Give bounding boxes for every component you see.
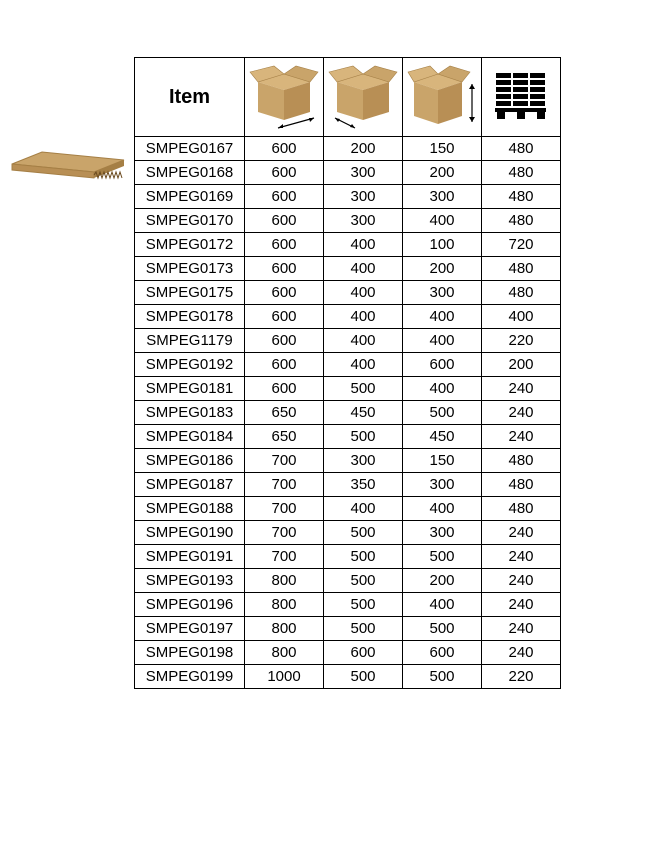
height-cell: 200 <box>403 161 482 185</box>
pallet-quantity-cell: 480 <box>482 161 561 185</box>
width-cell: 500 <box>324 425 403 449</box>
table-row <box>135 665 561 689</box>
box-length-icon <box>248 62 320 132</box>
table-row <box>135 473 561 497</box>
item-code-cell: SMPEG0198 <box>135 641 245 665</box>
width-cell: 500 <box>324 617 403 641</box>
item-code-cell: SMPEG0197 <box>135 617 245 641</box>
item-code-cell: SMPEG0184 <box>135 425 245 449</box>
table-row <box>135 329 561 353</box>
table-row <box>135 233 561 257</box>
item-code-cell: SMPEG0172 <box>135 233 245 257</box>
height-cell: 400 <box>403 329 482 353</box>
pallet-stack-icon <box>494 71 548 123</box>
length-cell: 600 <box>245 353 324 377</box>
height-cell: 300 <box>403 473 482 497</box>
length-cell: 800 <box>245 617 324 641</box>
width-cell: 400 <box>324 497 403 521</box>
table-row <box>135 617 561 641</box>
table-row <box>135 137 561 161</box>
height-cell: 450 <box>403 425 482 449</box>
item-code-cell: SMPEG0191 <box>135 545 245 569</box>
length-cell: 600 <box>245 257 324 281</box>
length-cell: 700 <box>245 545 324 569</box>
item-code-cell: SMPEG0178 <box>135 305 245 329</box>
pallet-quantity-cell: 240 <box>482 545 561 569</box>
length-cell: 600 <box>245 185 324 209</box>
width-cell: 200 <box>324 137 403 161</box>
table-row <box>135 641 561 665</box>
length-cell: 600 <box>245 305 324 329</box>
table-row <box>135 521 561 545</box>
height-cell: 400 <box>403 305 482 329</box>
height-cell: 400 <box>403 377 482 401</box>
item-code-cell: SMPEG0170 <box>135 209 245 233</box>
pallet-quantity-cell: 200 <box>482 353 561 377</box>
length-column-header <box>245 58 324 137</box>
length-cell: 800 <box>245 593 324 617</box>
box-width-icon <box>327 62 399 132</box>
pallet-quantity-cell: 480 <box>482 497 561 521</box>
width-column-header <box>324 58 403 137</box>
table-row <box>135 305 561 329</box>
height-cell: 600 <box>403 641 482 665</box>
length-cell: 800 <box>245 569 324 593</box>
height-cell: 300 <box>403 281 482 305</box>
length-cell: 600 <box>245 137 324 161</box>
item-code-cell: SMPEG0183 <box>135 401 245 425</box>
pallet-quantity-cell: 240 <box>482 425 561 449</box>
height-cell: 300 <box>403 521 482 545</box>
product-spec-table <box>134 57 561 689</box>
pallet-quantity-cell: 240 <box>482 593 561 617</box>
length-cell: 700 <box>245 449 324 473</box>
item-code-cell: SMPEG0199 <box>135 665 245 689</box>
height-cell: 500 <box>403 665 482 689</box>
height-cell: 150 <box>403 449 482 473</box>
table-header-row <box>135 58 561 137</box>
item-code-cell: SMPEG0193 <box>135 569 245 593</box>
pallet-quantity-cell: 240 <box>482 401 561 425</box>
width-cell: 400 <box>324 281 403 305</box>
width-cell: 300 <box>324 185 403 209</box>
width-cell: 500 <box>324 593 403 617</box>
pallet-quantity-cell: 480 <box>482 257 561 281</box>
height-cell: 100 <box>403 233 482 257</box>
item-code-cell: SMPEG0168 <box>135 161 245 185</box>
table-row <box>135 545 561 569</box>
table-row <box>135 209 561 233</box>
length-cell: 600 <box>245 281 324 305</box>
height-cell: 500 <box>403 617 482 641</box>
item-code-cell: SMPEG0175 <box>135 281 245 305</box>
length-cell: 700 <box>245 497 324 521</box>
height-cell: 200 <box>403 569 482 593</box>
corrugated-board-icon <box>10 138 125 188</box>
pallet-quantity-cell: 480 <box>482 281 561 305</box>
height-cell: 500 <box>403 401 482 425</box>
pallet-quantity-cell: 480 <box>482 449 561 473</box>
table-row <box>135 377 561 401</box>
length-cell: 600 <box>245 161 324 185</box>
pallet-quantity-cell: 480 <box>482 137 561 161</box>
box-height-icon <box>406 62 478 132</box>
table-row <box>135 497 561 521</box>
length-cell: 1000 <box>245 665 324 689</box>
width-cell: 300 <box>324 449 403 473</box>
table-row <box>135 593 561 617</box>
item-code-cell: SMPEG0196 <box>135 593 245 617</box>
width-cell: 450 <box>324 401 403 425</box>
table-row <box>135 449 561 473</box>
width-cell: 500 <box>324 545 403 569</box>
width-cell: 400 <box>324 257 403 281</box>
pallet-quantity-cell: 220 <box>482 329 561 353</box>
pallet-quantity-cell: 240 <box>482 569 561 593</box>
height-cell: 500 <box>403 545 482 569</box>
width-cell: 400 <box>324 305 403 329</box>
item-column-header: Item <box>135 58 245 137</box>
width-cell: 500 <box>324 569 403 593</box>
length-cell: 600 <box>245 329 324 353</box>
width-cell: 400 <box>324 353 403 377</box>
item-code-cell: SMPEG1179 <box>135 329 245 353</box>
pallet-quantity-cell: 720 <box>482 233 561 257</box>
length-cell: 800 <box>245 641 324 665</box>
pallet-quantity-cell: 400 <box>482 305 561 329</box>
width-cell: 350 <box>324 473 403 497</box>
height-cell: 400 <box>403 497 482 521</box>
pallet-quantity-cell: 480 <box>482 209 561 233</box>
table-row <box>135 281 561 305</box>
height-cell: 600 <box>403 353 482 377</box>
item-code-cell: SMPEG0190 <box>135 521 245 545</box>
height-cell: 400 <box>403 209 482 233</box>
length-cell: 650 <box>245 401 324 425</box>
pallet-quantity-cell: 240 <box>482 377 561 401</box>
width-cell: 500 <box>324 377 403 401</box>
length-cell: 600 <box>245 209 324 233</box>
item-code-cell: SMPEG0186 <box>135 449 245 473</box>
length-cell: 600 <box>245 233 324 257</box>
item-code-cell: SMPEG0181 <box>135 377 245 401</box>
width-cell: 300 <box>324 161 403 185</box>
table-row <box>135 257 561 281</box>
width-cell: 500 <box>324 521 403 545</box>
pallet-quantity-column-header <box>482 58 561 137</box>
table-row <box>135 353 561 377</box>
table-row <box>135 569 561 593</box>
item-code-cell: SMPEG0173 <box>135 257 245 281</box>
width-cell: 600 <box>324 641 403 665</box>
pallet-quantity-cell: 480 <box>482 473 561 497</box>
pallet-quantity-cell: 240 <box>482 617 561 641</box>
length-cell: 600 <box>245 377 324 401</box>
pallet-quantity-cell: 220 <box>482 665 561 689</box>
item-code-cell: SMPEG0169 <box>135 185 245 209</box>
width-cell: 400 <box>324 233 403 257</box>
width-cell: 300 <box>324 209 403 233</box>
table-body <box>135 137 561 689</box>
height-cell: 200 <box>403 257 482 281</box>
length-cell: 700 <box>245 521 324 545</box>
table-row <box>135 425 561 449</box>
height-column-header <box>403 58 482 137</box>
table-row <box>135 185 561 209</box>
height-cell: 400 <box>403 593 482 617</box>
length-cell: 650 <box>245 425 324 449</box>
height-cell: 150 <box>403 137 482 161</box>
item-code-cell: SMPEG0187 <box>135 473 245 497</box>
pallet-quantity-cell: 240 <box>482 521 561 545</box>
item-code-cell: SMPEG0192 <box>135 353 245 377</box>
pallet-quantity-cell: 240 <box>482 641 561 665</box>
table-row <box>135 401 561 425</box>
item-code-cell: SMPEG0167 <box>135 137 245 161</box>
table-row <box>135 161 561 185</box>
height-cell: 300 <box>403 185 482 209</box>
length-cell: 700 <box>245 473 324 497</box>
width-cell: 400 <box>324 329 403 353</box>
width-cell: 500 <box>324 665 403 689</box>
item-code-cell: SMPEG0188 <box>135 497 245 521</box>
pallet-quantity-cell: 480 <box>482 185 561 209</box>
